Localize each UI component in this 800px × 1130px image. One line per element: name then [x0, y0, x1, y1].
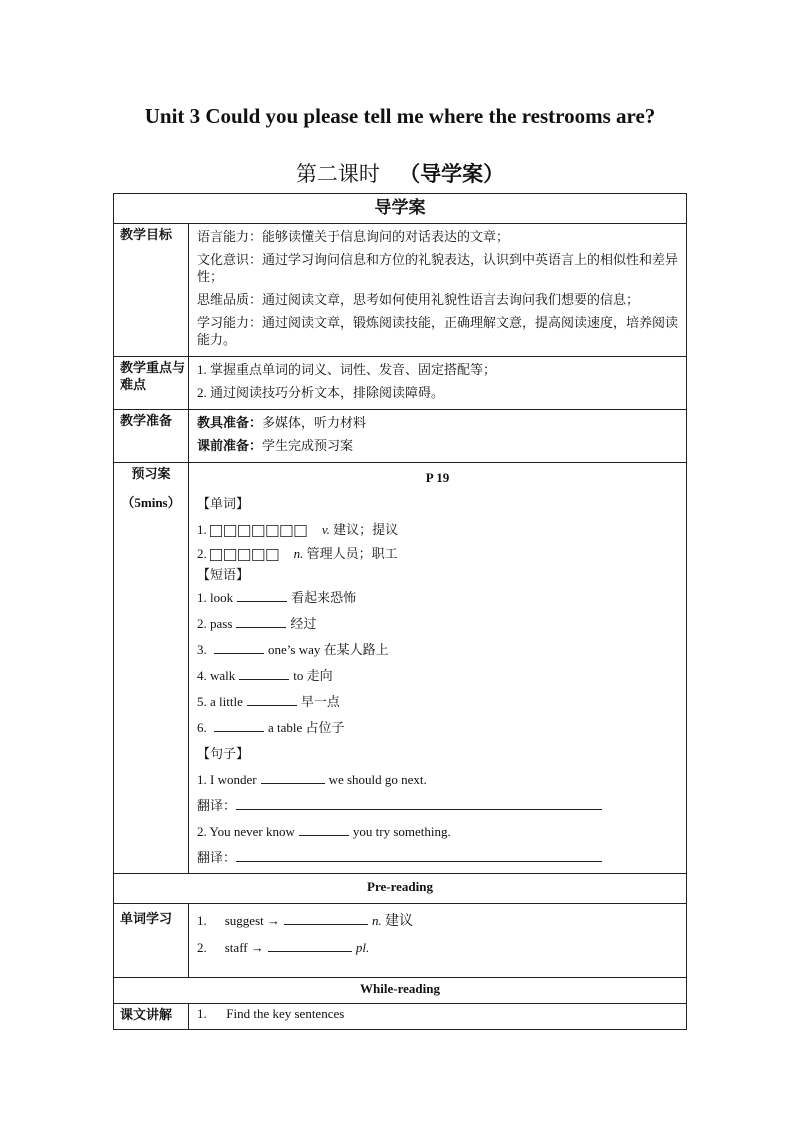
phrase-item: 2. pass 经过 [197, 616, 317, 632]
letter-boxes: □□□□□□□ [210, 520, 309, 543]
preview-row [114, 463, 687, 874]
goals-row [114, 224, 687, 357]
page-subtitle [0, 158, 800, 188]
preview-label-cell [114, 463, 189, 874]
vocab-item: 1. suggest → n. 建议 [197, 913, 413, 930]
teacher-prep-value: 多媒体，听力材料 [262, 415, 367, 430]
pre-class-prep-label: 课前准备： [197, 438, 263, 453]
preview-label: 预习案 [131, 466, 171, 481]
keypoint-line: 2. 通过阅读技巧分析文本，排除阅读障碍。 [197, 385, 445, 400]
keypoints-content [189, 357, 687, 410]
prep-label: 教学准备 [114, 410, 189, 463]
phrase-item: 3. one’s way 在某人路上 [197, 642, 389, 658]
word-item: 1. □□□□□□□ v. 建议；提议 [197, 520, 399, 543]
preview-time: （5mins） [121, 495, 181, 510]
phrases-heading: 【短语】 [197, 567, 250, 583]
prereading-label: 单词学习 [114, 904, 189, 978]
table-header: 导学案 [114, 194, 687, 224]
translate-line: 翻译： [197, 793, 678, 819]
phrase-item: 6. a table 占位子 [197, 720, 345, 736]
keypoints-row [114, 357, 687, 410]
subtitle-paren: （导学案） [399, 162, 505, 186]
sentence-item: 2. You never know you try something. [197, 824, 451, 840]
vocab-item: 2. staff → pl. [197, 940, 370, 956]
page-reference: P 19 [425, 470, 450, 485]
teacher-prep-label: 教具准备： [197, 415, 263, 430]
keypoints-label: 教学重点与难点 [114, 357, 189, 410]
whilereading-row [114, 1004, 687, 1030]
sentences-heading: 【句子】 [197, 746, 250, 762]
word-item: 2. □□□□□ n. 管理人员；职工 [197, 544, 398, 567]
prep-content [189, 410, 687, 463]
prereading-row [114, 904, 687, 978]
pre-class-prep-value: 学生完成预习案 [262, 438, 354, 453]
phrase-item: 1. look 看起来恐怖 [197, 590, 357, 606]
goal-line: 学习能力：通过阅读文章，锻炼阅读技能，正确理解文意，提高阅读速度，培养阅读能力。 [197, 315, 679, 347]
goal-line: 文化意识：通过学习询问信息和方位的礼貌表达，认识到中英语言上的相似性和差异性； [197, 252, 679, 284]
letter-boxes: □□□□□ [210, 544, 281, 567]
goals-content [189, 224, 687, 357]
prereading-content [189, 904, 687, 978]
sentence-item: 1. I wonder we should go next. [197, 772, 427, 788]
preview-content [189, 463, 687, 874]
prereading-header: Pre-reading [114, 874, 687, 904]
goal-line: 语言能力：能够读懂关于信息询问的对话表达的文章； [197, 229, 510, 244]
whilereading-header: While-reading [114, 978, 687, 1004]
words-heading: 【单词】 [197, 496, 250, 511]
prep-row [114, 410, 687, 463]
whilereading-item: 1. Find the key sentences [189, 1004, 687, 1030]
page-title: Unit 3 Could you please tell me where the restrooms are? [144, 104, 656, 128]
phrase-item: 5. a little 早一点 [197, 694, 340, 710]
subtitle-main: 第二课时 [295, 162, 380, 186]
phrase-item: 4. walk to 走向 [197, 668, 333, 684]
whilereading-label: 课文讲解 [114, 1004, 189, 1030]
lesson-table [113, 193, 687, 1030]
keypoint-line: 1. 掌握重点单词的词义、词性、发音、固定搭配等； [197, 362, 497, 377]
goals-label: 教学目标 [114, 224, 189, 357]
goal-line: 思维品质：通过阅读文章，思考如何使用礼貌性语言去询问我们想要的信息； [197, 292, 640, 307]
translate-line: 翻译： [197, 845, 678, 871]
